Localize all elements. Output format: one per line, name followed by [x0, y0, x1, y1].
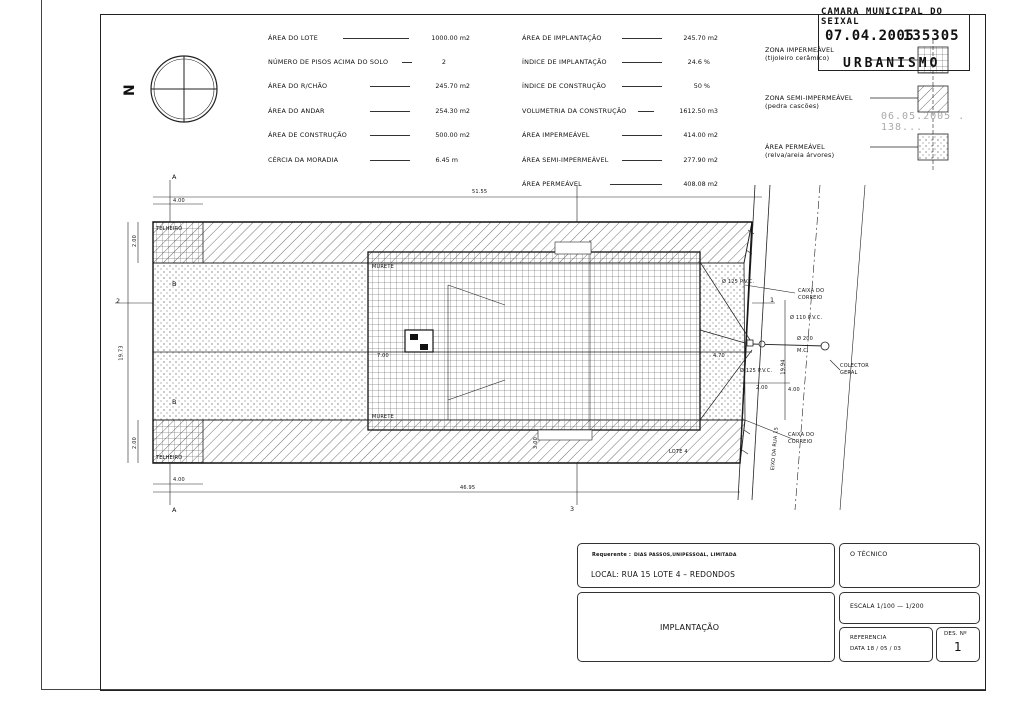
label-murete-2: MURETE	[372, 414, 395, 420]
technician-label: O TÉCNICO	[850, 550, 888, 558]
applicant-name: DIAS PASSOS,UNIPESSOAL, LIMITADA	[634, 553, 737, 558]
pipe-label: Ø 110 P.V.C.	[790, 315, 823, 321]
dim-left: 19.73	[118, 345, 125, 361]
applicant-label: Requerente :	[592, 552, 632, 558]
area-label: ÍNDICE DE IMPLANTAÇÃO	[522, 58, 607, 66]
dim-right: 19.94	[780, 359, 787, 375]
stamp-department: URBANISMO	[843, 56, 941, 71]
scale: ESCALA 1/100 — 1/200	[850, 603, 924, 610]
dim-3: 3.00	[532, 437, 539, 449]
label-murete-1: MURETE	[372, 264, 395, 270]
area-value: 50 %	[693, 82, 710, 90]
dim-top: 51.55	[472, 189, 488, 195]
reference-label: REFERENCIA	[850, 635, 887, 641]
area-value: 24.6 %	[687, 58, 710, 66]
legend-sub: (relva/areia árvores)	[765, 151, 835, 159]
drawing-title: IMPLANTAÇÃO	[660, 623, 720, 632]
dim-7-left: 7.00	[377, 353, 389, 359]
area-value: 245.70 m2	[683, 34, 718, 42]
pipe-label: Ø 200	[797, 336, 814, 342]
stamp-ghost: 06.05.2005 . 138...	[881, 111, 966, 133]
pipe-label: Ø 125 P.V.C.	[722, 279, 755, 285]
sheet-number: 1	[954, 640, 962, 654]
section-2: 2	[116, 297, 121, 305]
area-label: ÍNDICE DE CONSTRUÇÃO	[522, 82, 607, 90]
area-label: NÚMERO DE PISOS ACIMA DO SOLO	[268, 58, 389, 66]
legend-title: ÁREA PERMEÁVEL	[765, 143, 825, 151]
pipe-label: M.C.	[797, 348, 809, 354]
stamp-date: 07.04.2005	[825, 28, 915, 44]
label-telheiro-top: TELHEIRO	[156, 226, 183, 232]
area-label: ÁREA DO ANDAR	[268, 107, 325, 115]
area-value: 245.70 m2	[435, 82, 470, 90]
stamp-header: CAMARA MUNICIPAL DO SEIXAL	[821, 7, 943, 27]
dim-4-top: 4.00	[173, 198, 185, 204]
pipe-label: Ø 125 P.V.C.	[740, 368, 773, 374]
drawing-title-box	[577, 592, 835, 662]
area-label: ÁREA PERMEÁVEL	[522, 180, 582, 188]
scale-box	[839, 592, 980, 624]
dim-4-right: 4.00	[788, 387, 800, 393]
label-telheiro-bottom: TELHEIRO	[156, 455, 183, 461]
area-value: 408.08 m2	[683, 180, 718, 188]
dim-2-right: 2.00	[756, 385, 768, 391]
area-value: 1612.50 m3	[679, 107, 718, 115]
area-label: ÁREA DE CONSTRUÇÃO	[268, 131, 347, 139]
area-value: 500.00 m2	[435, 131, 470, 139]
legend-sub: (tijoleiro cerâmico)	[765, 54, 830, 62]
area-label: CÉRCIA DA MORADIA	[268, 156, 339, 164]
section-3: 3	[570, 505, 575, 513]
north-arrow-icon	[151, 56, 217, 122]
dim-2-top: 2.00	[131, 235, 138, 247]
area-value: 6.45 m	[435, 156, 458, 164]
technician-box	[839, 543, 980, 588]
label-b1: B	[172, 280, 177, 288]
dim-4-bottom: 4.00	[173, 477, 185, 483]
area-value: 414.00 m2	[683, 131, 718, 139]
drawing-date: DATA 18 / 05 / 03	[850, 646, 902, 652]
sheet-number-label: DES. Nº	[944, 631, 967, 637]
street-axis-label: EIXO DA RUA 15	[770, 426, 780, 471]
area-label: ÁREA DE IMPLANTAÇÃO	[522, 34, 602, 42]
collector-label: COLECTOR GERAL	[840, 363, 869, 376]
municipal-stamp	[818, 7, 970, 133]
area-value: 1000.00 m2	[431, 34, 470, 42]
area-label: VOLUMETRIA DA CONSTRUÇÃO	[522, 107, 627, 115]
location: LOCAL: RUA 15 LOTE 4 – REDONDOS	[591, 570, 736, 579]
section-1: 1	[770, 296, 775, 304]
area-label: ÁREA DO R/CHÃO	[268, 82, 328, 90]
section-a-bottom: A	[172, 506, 177, 514]
area-value: 254.30 m2	[435, 107, 470, 115]
lot-label: LOTE 4	[669, 449, 688, 455]
sheet-number-box	[936, 627, 980, 662]
north-label: N	[121, 84, 138, 96]
applicant-box	[577, 543, 835, 588]
dim-2-bottom: 2.00	[131, 437, 138, 449]
dim-7-right: 4.70	[713, 353, 725, 359]
section-a-top: A	[172, 173, 177, 181]
area-value: 277.90 m2	[683, 156, 718, 164]
legend-sub: (pedra cascões)	[765, 102, 820, 110]
area-label: ÁREA SEMI-IMPERMEÁVEL	[522, 156, 609, 164]
mailbox-label: CAIXA DO CORREIO	[798, 288, 825, 301]
legend-title: ZONA IMPERMEÁVEL	[765, 46, 835, 54]
legend-title: ZONA SEMI-IMPERMEÁVEL	[765, 94, 853, 102]
reference-box	[839, 627, 933, 662]
area-value: 2	[441, 58, 446, 66]
area-label: ÁREA DO LOTE	[268, 34, 318, 42]
stamp-number: 135305	[903, 28, 960, 44]
mailbox-label: CAIXA DO CORREIO	[788, 432, 815, 445]
dim-bottom: 46.95	[460, 485, 476, 491]
lot-plan	[153, 222, 829, 463]
label-b2: B	[172, 398, 177, 406]
area-label: ÁREA IMPERMEÁVEL	[522, 131, 590, 139]
